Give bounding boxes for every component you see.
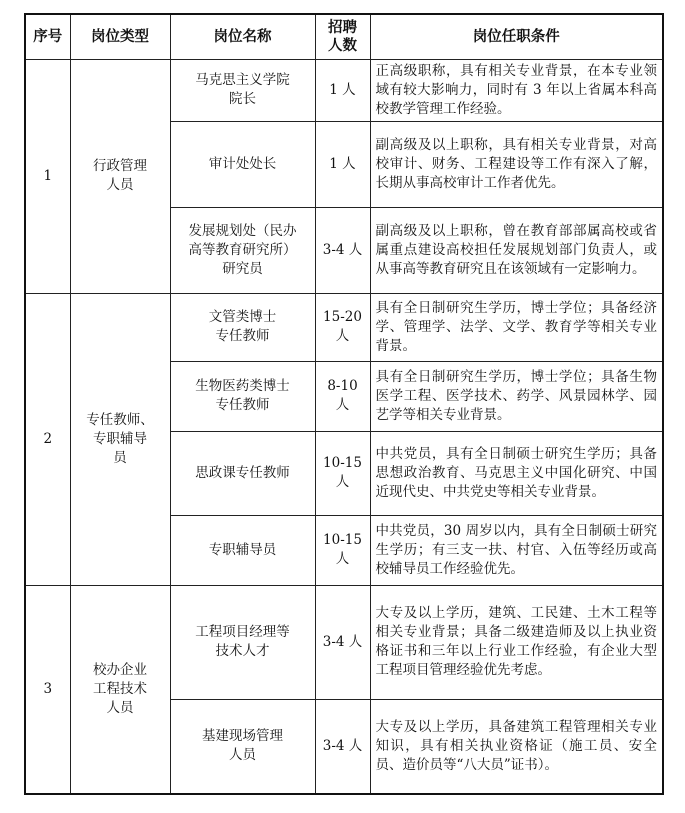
hire-count: 15-20 人 [315,293,370,361]
table-row [25,585,663,699]
group-index: 1 [25,59,70,293]
header-requirements: 岗位任职条件 [370,14,663,59]
position-name: 发展规划处（民办 高等教育研究所） 研究员 [170,207,315,293]
hire-count: 10-15 人 [315,515,370,585]
hire-count: 3-4 人 [315,585,370,699]
recruitment-table [24,13,664,795]
group-category: 行政管理 人员 [70,59,170,293]
position-requirements: 副高级及以上职称，曾在教育部部属高校或省属重点建设高校担任发展规划部门负责人，或从事高等教育研究且在该领域有一定影响力。 [370,207,663,293]
table-row [25,59,663,121]
hire-count: 1 人 [315,59,370,121]
position-name: 文管类博士 专任教师 [170,293,315,361]
position-requirements: 大专及以上学历，建筑、工民建、土木工程等相关专业背景；具备二级建造师及以上执业资格证书和三年以上行业工作经验，有企业大型工程项目管理经验优先考虑。 [370,585,663,699]
position-name: 思政课专任教师 [170,431,315,515]
position-name: 生物医药类博士 专任教师 [170,361,315,431]
header-position: 岗位名称 [170,14,315,59]
group-category: 校办企业 工程技术 人员 [70,585,170,794]
position-requirements: 具有全日制研究生学历，博士学位；具备经济学、管理学、法学、文学、教育学等相关专业背景。 [370,293,663,361]
position-requirements: 大专及以上学历，具备建筑工程管理相关专业知识，具有相关执业资格证（施工员、安全员、造价员等“八大员”证书）。 [370,699,663,794]
header-index: 序号 [25,14,70,59]
position-name: 基建现场管理 人员 [170,699,315,794]
position-requirements: 副高级及以上职称，具有相关专业背景，对高校审计、财务、工程建设等工作有深入了解，长期从事高校审计工作者优先。 [370,121,663,207]
position-requirements: 中共党员，具有全日制硕士研究生学历；具备思想政治教育、马克思主义中国化研究、中国近现代史、中共党史等相关专业背景。 [370,431,663,515]
position-name: 审计处处长 [170,121,315,207]
position-name: 马克思主义学院 院长 [170,59,315,121]
hire-count: 8-10 人 [315,361,370,431]
group-category: 专任教师、 专职辅导 员 [70,293,170,585]
position-requirements: 中共党员，30 周岁以内，具有全日制硕士研究生学历；有三支一扶、村官、入伍等经历或高校辅导员工作经验优先。 [370,515,663,585]
position-requirements: 正高级职称，具有相关专业背景，在本专业领域有较大影响力，同时有 3 年以上省属本科高校教学管理工作经验。 [370,59,663,121]
header-row [25,14,663,59]
position-name: 专职辅导员 [170,515,315,585]
header-category: 岗位类型 [70,14,170,59]
table-body [25,59,663,794]
hire-count: 1 人 [315,121,370,207]
group-index: 2 [25,293,70,585]
table-row [25,293,663,361]
group-index: 3 [25,585,70,794]
hire-count: 10-15 人 [315,431,370,515]
position-name: 工程项目经理等 技术人才 [170,585,315,699]
position-requirements: 具有全日制研究生学历，博士学位；具备生物医学工程、医学技术、药学、风景园林学、园艺学等相关专业背景。 [370,361,663,431]
hire-count: 3-4 人 [315,207,370,293]
hire-count: 3-4 人 [315,699,370,794]
header-count: 招聘 人数 [315,14,370,59]
